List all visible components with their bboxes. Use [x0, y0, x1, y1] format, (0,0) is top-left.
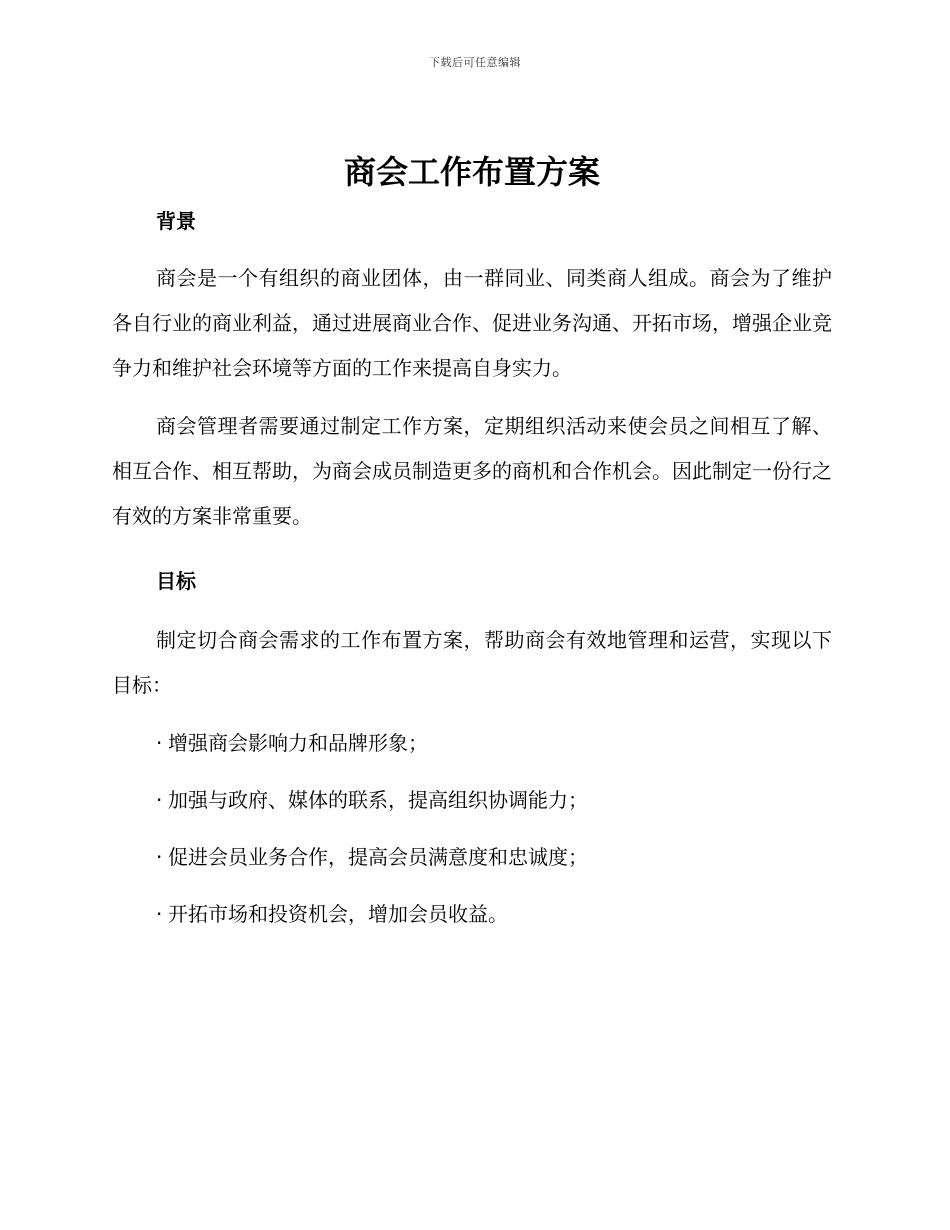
list-item [112, 892, 832, 937]
list-item-text: 开拓市场和投资机会，增加会员收益。 [168, 902, 508, 926]
bullet-dot-icon: · [156, 788, 163, 812]
goals-intro-paragraph: 制定切合商会需求的工作布置方案，帮助商会有效地管理和运营，实现以下目标： [112, 628, 832, 697]
document-title: 商会工作布置方案 [343, 153, 600, 191]
list-item-text: 加强与政府、媒体的联系，提高组织协调能力； [168, 788, 588, 812]
list-item-text: 增强商会影响力和品牌形象； [168, 731, 428, 755]
list-item-text: 促进会员业务合作，提高会员满意度和忠诚度； [168, 845, 588, 869]
section-heading-goals: 目标 [156, 569, 196, 593]
background-paragraph-2: 商会管理者需要通过制定工作方案，定期组织活动来使会员之间相互了解、相互合作、相互帮助，为商会成员制造更多的商机和合作机会。因此制定一份行之有效的方案非常重要。 [112, 414, 832, 528]
bullet-dot-icon: · [156, 731, 163, 755]
goals-list [112, 721, 832, 937]
background-paragraph-1: 商会是一个有组织的商业团体，由一群同业、同类商人组成。商会为了维护各自行业的商业利益，通过进展商业合作、促进业务沟通、开拓市场，增强企业竞争力和维护社会环境等方面的工作来提高自身实力。 [112, 266, 832, 380]
section-heading-background: 背景 [156, 209, 196, 233]
bullet-dot-icon: · [156, 902, 163, 926]
header-note: 下载后可任意编辑 [429, 56, 521, 69]
document-body [112, 150, 832, 937]
list-item [112, 835, 832, 880]
list-item [112, 721, 832, 766]
bullet-dot-icon: · [156, 845, 163, 869]
list-item [112, 778, 832, 823]
